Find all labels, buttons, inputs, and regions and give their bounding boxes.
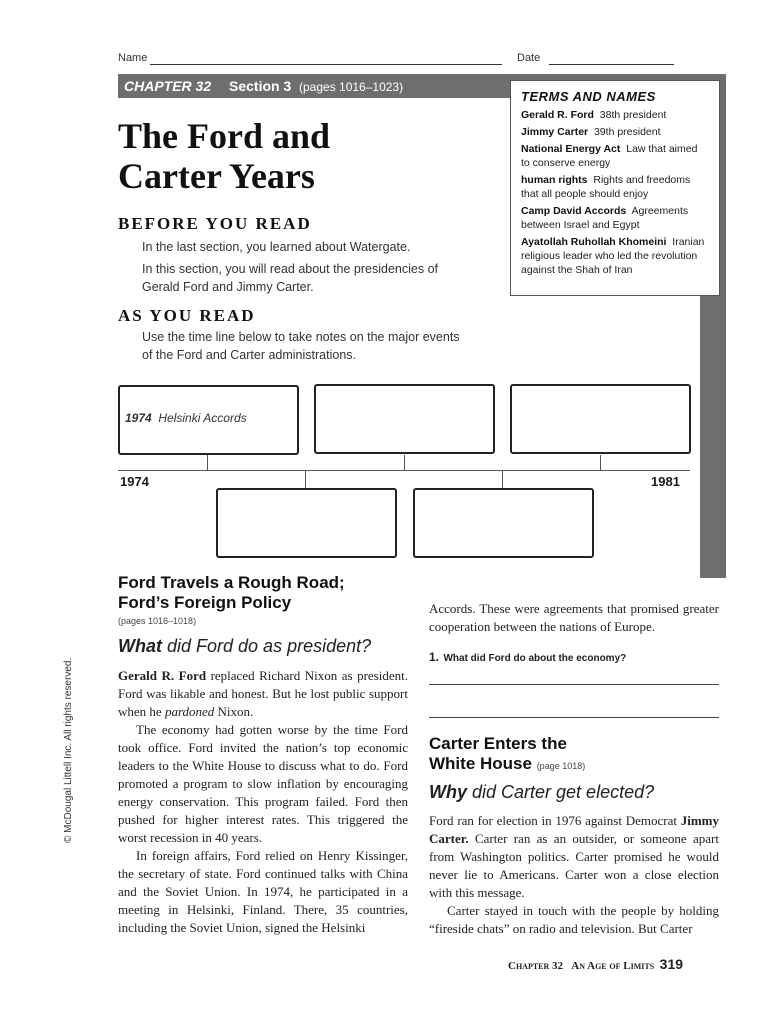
term-item: Camp David Accords Agreements between Israel and Egypt xyxy=(521,205,689,231)
term-item: Ayatollah Ruhollah Khomeini Iranian religious leader who led the revolution against the Shah of Iran xyxy=(521,236,705,276)
name-label: Name xyxy=(118,52,148,64)
timeline-tick xyxy=(600,455,601,470)
copyright-notice: © McDougal Littell Inc. All rights reserved. xyxy=(63,657,74,843)
name-field-line[interactable] xyxy=(150,64,502,65)
timeline-box-3[interactable] xyxy=(510,384,691,454)
date-label: Date xyxy=(517,52,541,64)
answer-line[interactable] xyxy=(429,684,719,685)
term-item: human rights Rights and freedoms that all people should enjoy xyxy=(521,174,691,200)
timeline-box-1[interactable] xyxy=(118,385,299,455)
question-1: 1. What did Ford do about the economy? xyxy=(429,650,627,664)
ford-section-pages: (pages 1016–1018) xyxy=(118,616,197,626)
carter-section-text: Ford ran for election in 1976 against Democrat Jimmy Carter. Carter ran as an outsider, or someone apart from Washington politics. Carter promised he would never lie to Americans. Carter won a close election with this message. Carter stayed in touch with the people by holding “fireside chats” on radio and television. But Carter xyxy=(429,813,719,936)
page-footer: Chapter 32 An Age of Limits 319 xyxy=(508,956,684,972)
before-you-read-heading: BEFORE YOU READ xyxy=(118,214,312,233)
terms-and-names-box xyxy=(510,80,720,296)
timeline-entry: 1974 Helsinki Accords xyxy=(125,411,247,425)
carter-section-heading: Carter Enters the White House (page 1018) xyxy=(429,734,586,773)
date-field-line[interactable] xyxy=(549,64,674,65)
ford-question-heading: What did Ford do as president? xyxy=(118,636,372,656)
timeline-tick xyxy=(502,471,503,488)
timeline-start-year: 1974 xyxy=(120,474,149,489)
terms-title: TERMS AND NAMES xyxy=(521,89,656,104)
carter-question-heading: Why did Carter get elected? xyxy=(429,782,655,802)
ford-section-heading: Ford Travels a Rough Road; Ford’s Foreign Policy xyxy=(118,573,345,612)
timeline-axis xyxy=(118,470,690,471)
accords-continued-text: Accords. These were agreements that promised greater cooperation between the nations of Europe. xyxy=(429,601,719,634)
as-you-read-heading: AS YOU READ xyxy=(118,306,256,325)
section-label: Section 3 xyxy=(229,78,292,94)
timeline-tick xyxy=(404,455,405,470)
page-number: 319 xyxy=(659,956,684,972)
answer-line[interactable] xyxy=(429,717,719,718)
as-you-read-text: Use the time line below to take notes on the major events of the Ford and Carter administrations. xyxy=(142,330,460,362)
before-you-read-text: In the last section, you learned about Watergate. In this section, you will read about the presidencies of Gerald Ford and Jimmy Carter. xyxy=(142,240,439,294)
timeline-tick xyxy=(305,471,306,488)
timeline-box-5[interactable] xyxy=(413,488,594,558)
term-item: Gerald R. Ford 38th president xyxy=(521,109,667,121)
pages-label: (pages 1016–1023) xyxy=(299,80,404,94)
term-item: National Energy Act Law that aimed to conserve energy xyxy=(521,143,698,169)
timeline-tick xyxy=(207,455,208,470)
term-item: Jimmy Carter 39th president xyxy=(521,126,661,138)
timeline-box-2[interactable] xyxy=(314,384,495,454)
ford-section-text: Gerald R. Ford replaced Richard Nixon as president. Ford was likable and honest. But he lost public support when he pardoned Nixon. The economy had gotten worse by the time Ford took office. Ford invited the nation’s top economic leaders to the White House to discuss what to do. Ford promoted a program to slow inflation by encouraging energy conservation. This program failed. Ford then pushed for higher interest rates. This triggered the worst recession in 40 years. In foreign affairs, Ford relied on Henry Kissinger, the secretary of state. Ford continued talks with China and the Soviet Union. In 1974, he participated in a meeting in Helsinki, Finland. There, 35 countries, including the Soviet Union, signed the Helsinki xyxy=(118,668,408,935)
chapter-label: CHAPTER 32 xyxy=(124,78,212,94)
timeline-end-year: 1981 xyxy=(651,474,680,489)
page-title: The Ford and Carter Years xyxy=(118,116,331,196)
timeline-box-4[interactable] xyxy=(216,488,397,558)
